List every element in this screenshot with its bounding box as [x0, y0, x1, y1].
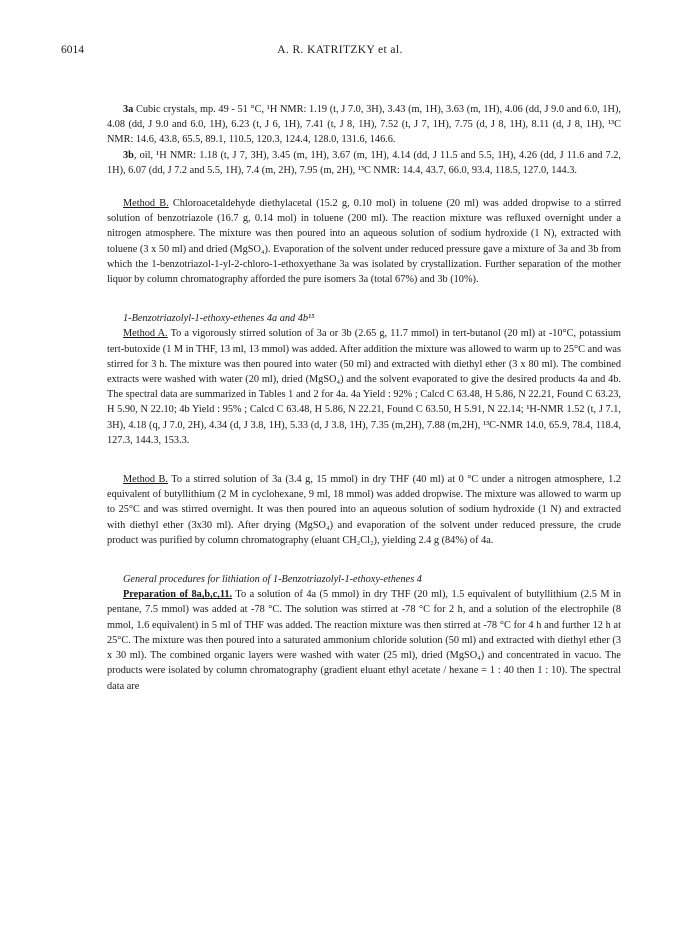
compound-3b-label: 3b — [123, 149, 134, 161]
compound-3a-paragraph — [107, 102, 621, 148]
running-title: A. R. KATRITZKY et al. — [277, 44, 403, 56]
page-header — [61, 44, 619, 60]
method-a-label: Method A. — [123, 328, 168, 340]
compound-3a-label: 3a — [123, 104, 134, 115]
compound-3b-text: , oil, ¹H NMR: 1.18 (t, J 7, 3H), 3.45 (m, 1H), 3.67 (m, 1H), 4.14 (dd, J 11.5 and 5.5, 1H), 4.26 (dd, J 11.6 and 7.2, 1H), 6.07 (dd, J 7.2 and 5.5, 1H), 7.4 (m, 2H), 7.95 (m, 2H), ¹³C NMR: 14.4, 43.7, 66.0, 93.4, 118.5, 127.0, 144.3. — [107, 149, 621, 176]
page-number: 6014 — [61, 44, 84, 56]
section-heading-lithiation: General procedures for lithiation of 1-Benzotriazolyl-1-ethoxy-ethenes 4 — [123, 574, 422, 586]
compound-3a-text: Cubic crystals, mp. 49 - 51 °C, ¹H NMR: 1.19 (t, J 7.0, 3H), 3.43 (m, 1H), 3.63 (m, 1H), 4.06 (dd, J 9.0 and 6.0, 1H), 4.08 (dd, J 9.0 and 6.0, 1H), 6.23 (t, J 6, 1H), 7.41 (t, J 8, 1H), 7.52 (t, J 7, 1H), 7.75 (d, J 8, 1H), 8.11 (d, J 8, 1H), ¹³C NMR: 14.6, 43.8, 65.5, 89.1, 110.5, 120.3, 124.4, 128.0, 131.6, 146.6. — [107, 104, 621, 146]
compound-3b-paragraph — [107, 148, 621, 178]
preparation-paragraph — [107, 587, 621, 693]
section-heading-ethoxy-ethenes: 1-Benzotriazolyl-1-ethoxy-ethenes 4a and 4b¹⁵ — [123, 313, 315, 325]
article-body — [107, 102, 621, 694]
method-a-text: To a vigorously stirred solution of 3a or 3b (2.65 g, 11.7 mmol) in tert-butanol (20 ml) at -10°C, potassium tert-butoxide (1 M in THF, 13 ml, 13 mmol) was added. After addition the mixture was allowed to warm up to 25°C and was stirred for 3 h. The mixture was then poured into water (50 ml) and extracted with diethyl ether (3 x 80 ml). The combined extracts were washed with water (20 ml), dried (MgSO₄) and the solvent evaporated to give the desired products 4a and 4b. The spectral data are summarized in Tables 1 and 2 for 4a. 4a Yield : 92% ; Calcd C 63.48, H 5.86, N 22.21, Found C 63.23, H 5.90, N 22.10; 4b Yield : 95% ; Calcd C 63.48, H 5.86, N 22.21, Found C 63.50, H 5.91, N 22.14; ¹H-NMR 1.52 (t, J 7.1, 3H), 4.18 (q, J 7.0, 2H), 4.34 (d, J 3.8, 1H), 5.33 (d, J 3.8, 1H), 7.35 (m,2H), 7.88 (m,2H), ¹³C-NMR 14.0, 65.9, 78.4, 118.4, 127.3, 144.3, 153.3. — [107, 328, 621, 446]
method-b-butyllithium-text: To a stirred solution of 3a (3.4 g, 15 mmol) in dry THF (40 ml) at 0 °C under a nitrogen atmosphere, 1.2 equivalent of butyllithium (2 M in cyclohexane, 9 ml, 18 mmol) was added dropwise. The mixture was allowed to warm up to 25°C and was stirred overnight. It was then poured into an aqueous solution of sodium hydroxide (1 N) and extracted with diethyl ether (3x30 ml). After drying (MgSO₄) and evaporation of the solvent under reduced pressure, the crude product was purified by column chromatography (eluant CH₂Cl₂), yielding 2.4 g (84%) of 4a. — [107, 474, 621, 546]
preparation-label: Preparation of 8a,b,c,11. — [123, 589, 233, 601]
method-b-chloro-paragraph — [107, 196, 621, 287]
method-b-chloro-text: Chloroacetaldehyde diethylacetal (15.2 g, 0.10 mol) in toluene (20 ml) was added dropwise to a stirred solution of benzotriazole (16.7 g, 0.14 mol) in toluene (200 ml). The reaction mixture was refluxed overnight under a nitrogen atmosphere. The mixture was then poured into an aqueous solution of sodium hydroxide (1 N), extracted with toluene (3 x 50 ml) and dried (MgSO₄). Evaporation of the solvent under reduced pressure gave a mixture of 3a and 3b from which the 1-benzotriazol-1-yl-2-chloro-1-ethoxyethane 3a was isolated by crystallization. Further separation of the mother liquor by column chromatography afforded the pure isomers 3a (total 67%) and 3b (10%). — [107, 198, 621, 286]
method-b-butyllithium-paragraph — [107, 472, 621, 548]
method-b-chloro-label: Method B. — [123, 198, 169, 210]
method-a-paragraph — [107, 326, 621, 448]
method-b-butyllithium-label: Method B. — [123, 474, 168, 486]
preparation-text: To a solution of 4a (5 mmol) in dry THF (20 ml), 1.5 equivalent of butyllithium (2.5 M in pentane, 7.5 mmol) was added at -78 °C. The solution was stirred at -78 °C for 2 h, and a solution of the electrophile (8 mmol, 1.6 equivalent) in 5 ml of THF was added. The reaction mixture was then stirred at -78 °C for 4 h and further 12 h at 25°C. The mixture was then poured into a saturated ammonium chloride solution (50 ml) and extracted with diethyl ether (3 x 30 ml). The combined organic layers were washed with water (25 ml), dried (MgSO₄) and concentrated in vacuo. The products were isolated by column chromatography (gradient eluant ethyl acetate / hexane = 1 : 40 then 1 : 10). The spectral data are — [107, 589, 621, 692]
